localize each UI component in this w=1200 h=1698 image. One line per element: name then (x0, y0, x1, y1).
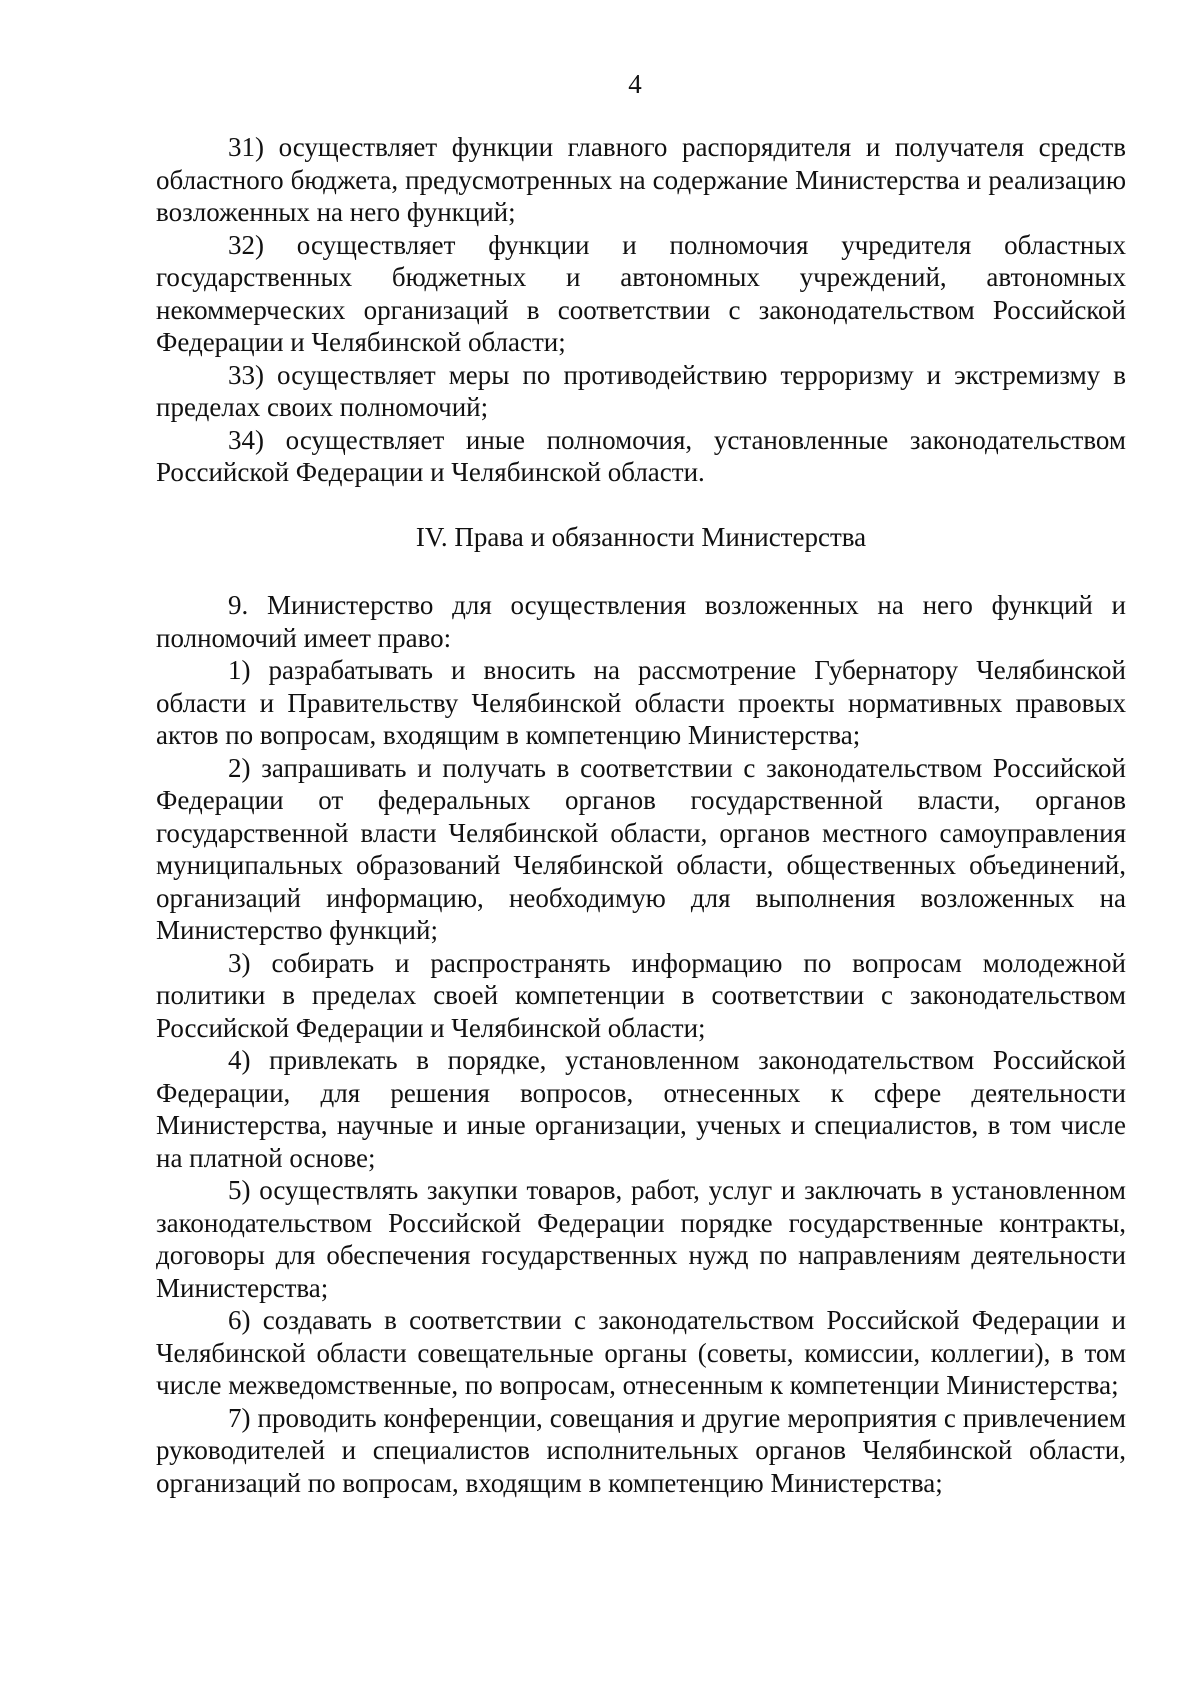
right-item-1: 1) разрабатывать и вносить на рассмотрение Губернатору Челябинской области и Правительству Челябинской области проекты нормативных правовых актов по вопросам, входящим в компетенцию Министерства; (156, 655, 1126, 750)
functions-list-continued (156, 131, 1126, 489)
clause-9-intro: 9. Министерство для осуществления возложенных на него функций и полномочий имеет право: (156, 590, 1126, 653)
rights-section (156, 589, 1126, 1499)
function-item-32: 32) осуществляет функции и полномочия учредителя областных государственных бюджетных и автономных учреждений, автономных некоммерческих организаций в соответствии с законодательством Российской Федерации и Челябинской области; (156, 229, 1126, 357)
right-item-3: 3) собирать и распространять информацию по вопросам молодежной политики в пределах своей компетенции в соответствии с законодательством Российской Федерации и Челябинской области; (156, 947, 1126, 1043)
right-item-5: 5) осуществлять закупки товаров, работ, услуг и заключать в установленном законодательством Российской Федерации порядке государственные контракты, договоры для обеспечения государственных нужд по направлениям деятельности Министерства; (156, 1175, 1126, 1303)
right-item-6: 6) создавать в соответствии с законодательством Российской Федерации и Челябинской области совещательные органы (советы, комиссии, коллегии), в том числе межведомственные, по вопросам, отнесенным к компетенции Министерства; (156, 1305, 1126, 1400)
function-item-34: 34) осуществляет иные полномочия, установленные законодательством Российской Федерации и Челябинской области. (156, 424, 1126, 487)
right-item-7: 7) проводить конференции, совещания и другие мероприятия с привлечением руководителей и специалистов исполнительных органов Челябинской области, организаций по вопросам, входящим в компетенцию Министерства; (156, 1402, 1126, 1498)
section-heading: IV. Права и обязанности Министерства (415, 522, 867, 552)
function-item-33: 33) осуществляет меры по противодействию терроризму и экстремизму в пределах своих полномочий; (156, 359, 1126, 422)
page-number: 4 (628, 69, 642, 99)
right-item-2: 2) запрашивать и получать в соответствии с законодательством Российской Федерации от федеральных органов государственной власти, органов государственной власти Челябинской области, органов местного самоуправления муниципальных образований Челябинской области, общественных объединений, организаций информацию, необходимую для выполнения возложенных на Министерство функций; (156, 752, 1126, 945)
function-item-31: 31) осуществляет функции главного распорядителя и получателя средств областного бюджета, предусмотренных на содержание Министерства и реализацию возложенных на него функций; (156, 132, 1126, 227)
right-item-4: 4) привлекать в порядке, установленном законодательством Российской Федерации, для решения вопросов, отнесенных к сфере деятельности Министерства, научные и иные организации, ученых и специалистов, в том числе на платной основе; (156, 1045, 1126, 1173)
